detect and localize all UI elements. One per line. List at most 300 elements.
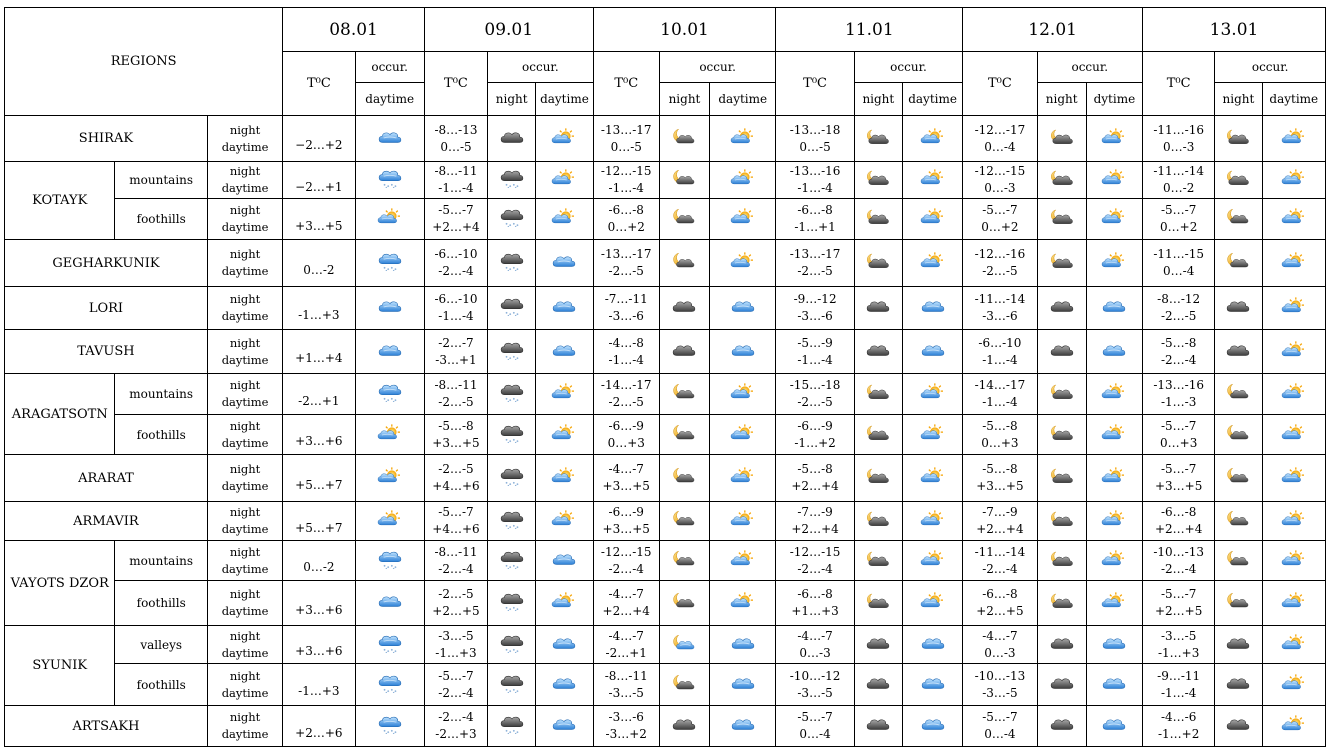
sun-cloud-icon	[1281, 296, 1307, 316]
temp-day-value: -3…-5	[982, 685, 1018, 700]
subregion-name: foothills	[115, 664, 207, 706]
sun-cloud-icon	[1281, 591, 1307, 611]
temp-cell	[963, 626, 1037, 664]
moon-cloud-icon	[671, 168, 697, 188]
temp-day-value: 0…-3	[984, 645, 1016, 660]
temp-cell	[1143, 116, 1215, 162]
weather-cell	[1262, 706, 1325, 747]
temp-day-value: +2…+4	[602, 604, 650, 618]
temp-cell	[1143, 581, 1215, 626]
sun-cloud-icon	[1101, 168, 1127, 188]
period-labels	[207, 502, 282, 541]
temp-night-value: -8…-11	[434, 544, 478, 559]
region-name: GEGHARKUNIK	[5, 240, 208, 287]
table-row	[5, 541, 1326, 581]
temp-night-value: -2…-5	[438, 462, 474, 476]
weather-cell	[659, 330, 709, 374]
snow-blue-icon	[377, 549, 403, 569]
period-labels	[207, 240, 282, 287]
temp-night-value: -6…-9	[797, 418, 833, 433]
temp-cell	[963, 706, 1037, 747]
moon-cloud-icon	[671, 549, 697, 569]
table-row	[5, 162, 1326, 199]
rain-cloud-icon	[920, 633, 946, 653]
temp-night-value: -12…-15	[974, 164, 1026, 178]
temp-night-value: -8…-13	[434, 122, 478, 137]
weather-cell	[1037, 664, 1086, 706]
temp-day-value: 0…-2	[1163, 181, 1195, 195]
moon-cloud-icon	[1225, 423, 1251, 443]
weather-cell	[355, 581, 424, 626]
moon-cloud-icon	[865, 207, 891, 227]
temp-cell	[593, 455, 659, 502]
weather-cell	[1086, 455, 1142, 502]
temp-night-value: -13…-17	[600, 247, 652, 261]
snow-cloud-icon	[499, 466, 525, 486]
moon-cloud-icon	[1049, 591, 1075, 611]
date-header: 10.01	[593, 8, 776, 52]
occur-header: occur.	[1037, 52, 1142, 83]
weather-cell	[902, 664, 962, 706]
temp-day-value: -3…+1	[435, 352, 477, 367]
period-labels	[207, 374, 282, 415]
sun-cloud-icon	[920, 207, 946, 227]
dark-cloud-icon	[1049, 673, 1075, 693]
weather-cell	[710, 415, 776, 455]
period-labels	[207, 455, 282, 502]
temp-cell	[776, 626, 854, 664]
sun-cloud-icon	[1281, 382, 1307, 402]
snow-cloud-icon	[499, 714, 525, 734]
temp-day-value: -3…-6	[982, 309, 1018, 323]
period-night-label: night	[229, 668, 261, 683]
temp-day-value: -1…-4	[982, 352, 1018, 367]
weather-cell	[488, 541, 536, 581]
temp-cell	[1143, 455, 1215, 502]
temp-cell	[963, 455, 1037, 502]
rain-cloud-icon	[730, 340, 756, 360]
temp-cell	[776, 541, 854, 581]
rain-cloud-icon	[1101, 296, 1127, 316]
temp-cell	[1143, 415, 1215, 455]
temp-day-value: 0…-3	[1163, 139, 1195, 154]
weather-cell	[536, 240, 593, 287]
rain-cloud-icon	[730, 673, 756, 693]
weather-cell	[1262, 240, 1325, 287]
weather-cell	[488, 455, 536, 502]
weather-cell	[488, 240, 536, 287]
temp-day-value: +2…+4	[1154, 522, 1203, 536]
temp-night-value: -15…-18	[789, 378, 841, 392]
temp-cell	[963, 374, 1037, 415]
period-day-label: daytime	[221, 604, 269, 618]
weather-cell	[854, 330, 902, 374]
dark-cloud-icon	[499, 127, 525, 147]
period-labels	[207, 706, 282, 747]
temp-day-value: -2…-4	[438, 685, 474, 700]
weather-cell	[536, 541, 593, 581]
weather-cell	[854, 415, 902, 455]
weather-cell	[854, 664, 902, 706]
dark-cloud-icon	[1049, 340, 1075, 360]
weather-cell	[902, 162, 962, 199]
temp-day-value: 0…+3	[981, 435, 1019, 450]
weather-cell	[488, 581, 536, 626]
temp-night-value: -12…-17	[974, 122, 1026, 137]
dark-cloud-icon	[865, 633, 891, 653]
weather-cell	[854, 287, 902, 330]
temp-night-value: -2…-5	[438, 587, 474, 601]
weather-cell	[902, 240, 962, 287]
snow-cloud-icon	[499, 509, 525, 529]
moon-cloud-icon	[671, 509, 697, 529]
temp-day-value: +3…+5	[976, 479, 1024, 493]
sun-cloud-icon	[730, 251, 756, 271]
temp-day-value: -3…-5	[608, 685, 644, 700]
table-row	[5, 116, 1326, 162]
temp-night-value: -5…-7	[438, 505, 474, 519]
rain-cloud-icon	[377, 340, 403, 360]
weather-cell	[854, 240, 902, 287]
weather-cell	[1215, 664, 1262, 706]
moon-cloud-icon	[1049, 127, 1075, 147]
period-labels	[207, 330, 282, 374]
weather-cell	[488, 330, 536, 374]
weather-cell	[536, 502, 593, 541]
weather-cell	[488, 199, 536, 240]
weather-cell	[536, 374, 593, 415]
dark-cloud-icon	[865, 714, 891, 734]
sun-cloud-icon	[1101, 509, 1127, 529]
temp-night-value: -12…-15	[600, 544, 652, 559]
temp-cell	[1143, 287, 1215, 330]
weather-cell	[1262, 581, 1325, 626]
weather-cell	[710, 374, 776, 415]
temp-cell	[424, 502, 487, 541]
temp-night-value: -12…-15	[789, 544, 841, 559]
weather-cell	[536, 116, 593, 162]
period-night-label: night	[229, 544, 261, 559]
dark-cloud-icon	[1225, 296, 1251, 316]
moon-cloud-icon	[1225, 509, 1251, 529]
moon-cloud-icon	[865, 168, 891, 188]
temp-header: T⁰C	[776, 52, 854, 116]
moon-cloud-icon	[1225, 466, 1251, 486]
rain-cloud-icon	[551, 549, 577, 569]
temp-night-value: -4…-7	[608, 587, 644, 601]
weather-cell	[659, 240, 709, 287]
sun-cloud-icon	[1281, 340, 1307, 360]
temp-day-value: -2…-5	[797, 395, 833, 409]
sun-cloud-icon	[1281, 673, 1307, 693]
weather-cell	[659, 502, 709, 541]
temp-cell	[963, 581, 1037, 626]
moon-cloud-icon	[865, 382, 891, 402]
rain-cloud-icon	[920, 296, 946, 316]
temp-night-value: -3…-5	[1160, 628, 1197, 643]
temp-day-value: +2…+5	[1154, 604, 1203, 618]
snow-cloud-icon	[499, 207, 525, 227]
snow-blue-icon	[377, 714, 403, 734]
dark-cloud-icon	[1049, 296, 1075, 316]
dark-cloud-icon	[865, 673, 891, 693]
temp-cell	[963, 541, 1037, 581]
moon-cloud-icon	[671, 423, 697, 443]
night-header: night	[1037, 83, 1086, 116]
moon-cloud-icon	[865, 509, 891, 529]
sun-cloud-icon	[1281, 251, 1307, 271]
weather-cell	[355, 455, 424, 502]
moon-cloud-icon	[671, 633, 697, 653]
weather-cell	[1215, 455, 1262, 502]
temp-cell	[593, 287, 659, 330]
temp-night-value: -5…-7	[982, 203, 1018, 217]
temp-cell	[593, 330, 659, 374]
temp-cell	[283, 374, 355, 415]
temp-day-value: +3…+6	[295, 434, 343, 448]
weather-cell	[854, 374, 902, 415]
temp-cell	[593, 626, 659, 664]
subregion-name: valleys	[115, 626, 207, 664]
sun-cloud-icon	[1101, 207, 1127, 227]
region-name: TAVUSH	[5, 330, 208, 374]
weather-cell	[1037, 330, 1086, 374]
weather-cell	[536, 455, 593, 502]
period-day-label: daytime	[221, 220, 269, 234]
weather-cell	[536, 199, 593, 240]
weather-cell	[1086, 330, 1142, 374]
weather-cell	[1262, 374, 1325, 415]
subregion-name: mountains	[115, 162, 207, 199]
temp-cell	[1143, 374, 1215, 415]
temp-night-value: -11…-15	[1153, 247, 1205, 261]
temp-day-value: +2…+4	[432, 220, 480, 234]
moon-cloud-icon	[1225, 591, 1251, 611]
weather-cell	[659, 162, 709, 199]
period-labels	[207, 626, 282, 664]
temp-cell	[283, 330, 355, 374]
temp-night-value: -6…-10	[434, 247, 478, 261]
sun-cloud-icon	[1101, 549, 1127, 569]
temp-day-value: -1…+3	[435, 645, 477, 660]
moon-cloud-icon	[1049, 549, 1075, 569]
moon-cloud-icon	[865, 591, 891, 611]
weather-cell	[355, 162, 424, 199]
weather-cell	[659, 541, 709, 581]
temp-day-value: +3…+5	[602, 522, 650, 536]
moon-cloud-icon	[671, 466, 697, 486]
weather-cell	[488, 374, 536, 415]
sun-cloud-icon	[920, 423, 946, 443]
temp-night-value: -5…-7	[438, 668, 474, 683]
period-day-label: daytime	[221, 264, 269, 278]
temp-day-value: 0…-4	[799, 727, 831, 741]
weather-cell	[536, 706, 593, 747]
snow-cloud-icon	[499, 168, 525, 188]
weather-cell	[1086, 162, 1142, 199]
weather-cell	[659, 626, 709, 664]
weather-cell	[1086, 706, 1142, 747]
moon-cloud-icon	[1049, 207, 1075, 227]
sun-cloud-icon	[920, 251, 946, 271]
weather-cell	[355, 240, 424, 287]
sun-cloud-icon	[1281, 423, 1307, 443]
temp-day-value: -2…-5	[982, 264, 1018, 278]
sun-cloud-icon	[551, 466, 577, 486]
temp-night-value: -6…-8	[797, 587, 833, 601]
temp-header: T⁰C	[1143, 52, 1215, 116]
temp-cell	[963, 162, 1037, 199]
weather-cell	[488, 116, 536, 162]
sun-cloud-icon	[377, 509, 403, 529]
weather-cell	[710, 706, 776, 747]
weather-cell	[1037, 581, 1086, 626]
weather-cell	[1086, 541, 1142, 581]
temp-night-value: -7…-9	[982, 505, 1018, 519]
weather-cell	[1215, 330, 1262, 374]
weather-cell	[488, 502, 536, 541]
temp-cell	[963, 502, 1037, 541]
temp-header: T⁰C	[593, 52, 659, 116]
temp-cell	[283, 199, 355, 240]
weather-cell	[659, 199, 709, 240]
temp-night-value: -6…-9	[608, 418, 644, 433]
dark-cloud-icon	[1225, 633, 1251, 653]
temp-day-value: 0…-4	[1163, 264, 1195, 278]
temp-night-value: -6…-9	[608, 505, 644, 519]
temp-day-value: 0…+3	[1160, 435, 1198, 450]
temp-night-value: -11…-14	[1153, 164, 1205, 178]
weather-cell	[710, 240, 776, 287]
period-night-label: night	[229, 505, 261, 519]
weather-cell	[1037, 455, 1086, 502]
temp-day-value: -1…+2	[794, 435, 836, 450]
region-name: ARAGATSOTN	[5, 374, 115, 455]
weather-cell	[536, 287, 593, 330]
temp-cell	[963, 664, 1037, 706]
temp-day-value: -3…+2	[605, 727, 647, 741]
sun-cloud-icon	[1101, 591, 1127, 611]
temp-night-value: -6…-10	[978, 335, 1022, 350]
temp-day-value: 0…-4	[984, 139, 1016, 154]
rain-cloud-icon	[730, 714, 756, 734]
temp-night-value: -5…-7	[1160, 462, 1197, 476]
temp-night-value: -5…-7	[1160, 418, 1197, 433]
temp-day-value: -2…+3	[435, 727, 477, 741]
moon-cloud-icon	[1049, 509, 1075, 529]
period-night-label: night	[229, 710, 261, 724]
weather-cell	[1086, 116, 1142, 162]
weather-cell	[355, 330, 424, 374]
subregion-name: foothills	[115, 415, 207, 455]
temp-night-value: -9…-12	[793, 292, 837, 306]
sun-cloud-icon	[1101, 127, 1127, 147]
temp-night-value: -12…-15	[600, 164, 652, 178]
rain-cloud-icon	[730, 296, 756, 316]
temp-cell	[776, 287, 854, 330]
weather-cell	[1262, 415, 1325, 455]
table-row	[5, 287, 1326, 330]
period-day-label: daytime	[221, 352, 269, 367]
weather-cell	[1262, 502, 1325, 541]
weather-cell	[854, 162, 902, 199]
subregion-name: foothills	[115, 199, 207, 240]
temp-night-value: -5…-8	[797, 462, 833, 476]
date-header: 11.01	[776, 8, 963, 52]
temp-cell	[424, 626, 487, 664]
period-day-label: daytime	[221, 522, 269, 536]
temp-cell	[776, 374, 854, 415]
dark-cloud-icon	[1225, 673, 1251, 693]
temp-day-value: -2…-4	[438, 561, 474, 576]
period-day-label: daytime	[221, 727, 269, 741]
temp-cell	[424, 581, 487, 626]
table-row	[5, 502, 1326, 541]
temp-night-value: -7…-11	[604, 292, 648, 306]
region-name: ARARAT	[5, 455, 208, 502]
temp-day-value: -2…+1	[605, 645, 647, 660]
temp-night-value: -12…-16	[974, 247, 1026, 261]
sun-cloud-icon	[1281, 466, 1307, 486]
weather-cell	[659, 287, 709, 330]
temp-cell	[1143, 330, 1215, 374]
rain-cloud-icon	[377, 591, 403, 611]
temp-night-value: -5…-7	[982, 710, 1018, 724]
temp-day-value: -2…-5	[797, 264, 833, 278]
table-row	[5, 240, 1326, 287]
weather-cell	[710, 626, 776, 664]
moon-cloud-icon	[1049, 466, 1075, 486]
weather-cell	[1215, 502, 1262, 541]
weather-cell	[536, 581, 593, 626]
sun-cloud-icon	[920, 466, 946, 486]
period-labels	[207, 541, 282, 581]
sun-cloud-icon	[730, 168, 756, 188]
temp-day-value: -2…-4	[982, 561, 1018, 576]
temp-day-value: -1…-4	[608, 181, 644, 195]
daytime-header: daytime	[710, 83, 776, 116]
weather-cell	[710, 502, 776, 541]
temp-night-value: -5…-8	[1160, 335, 1197, 350]
weather-cell	[902, 116, 962, 162]
sun-cloud-icon	[730, 127, 756, 147]
dark-cloud-icon	[671, 296, 697, 316]
night-header: night	[659, 83, 709, 116]
snow-cloud-icon	[499, 549, 525, 569]
temp-day-value: -2…-5	[608, 395, 644, 409]
sun-cloud-icon	[1281, 509, 1307, 529]
weather-cell	[1262, 199, 1325, 240]
rain-cloud-icon	[551, 673, 577, 693]
temp-header: T⁰C	[424, 52, 487, 116]
temp-cell	[1143, 541, 1215, 581]
temp-night-value: -5…-8	[438, 418, 474, 433]
temp-cell	[424, 706, 487, 747]
sun-cloud-icon	[1281, 549, 1307, 569]
weather-cell	[854, 626, 902, 664]
weather-cell	[710, 664, 776, 706]
temp-day-value: +1…+4	[295, 351, 343, 365]
temp-day-value: -1…-4	[438, 181, 474, 195]
weather-cell	[1086, 502, 1142, 541]
rain-cloud-icon	[377, 127, 403, 147]
temp-night-value: -14…-17	[600, 378, 652, 392]
sun-cloud-icon	[377, 207, 403, 227]
weather-cell	[1086, 664, 1142, 706]
temp-night-value: -6…-8	[1160, 505, 1197, 519]
sun-cloud-icon	[730, 423, 756, 443]
temp-day-value: +2…+5	[432, 604, 480, 618]
